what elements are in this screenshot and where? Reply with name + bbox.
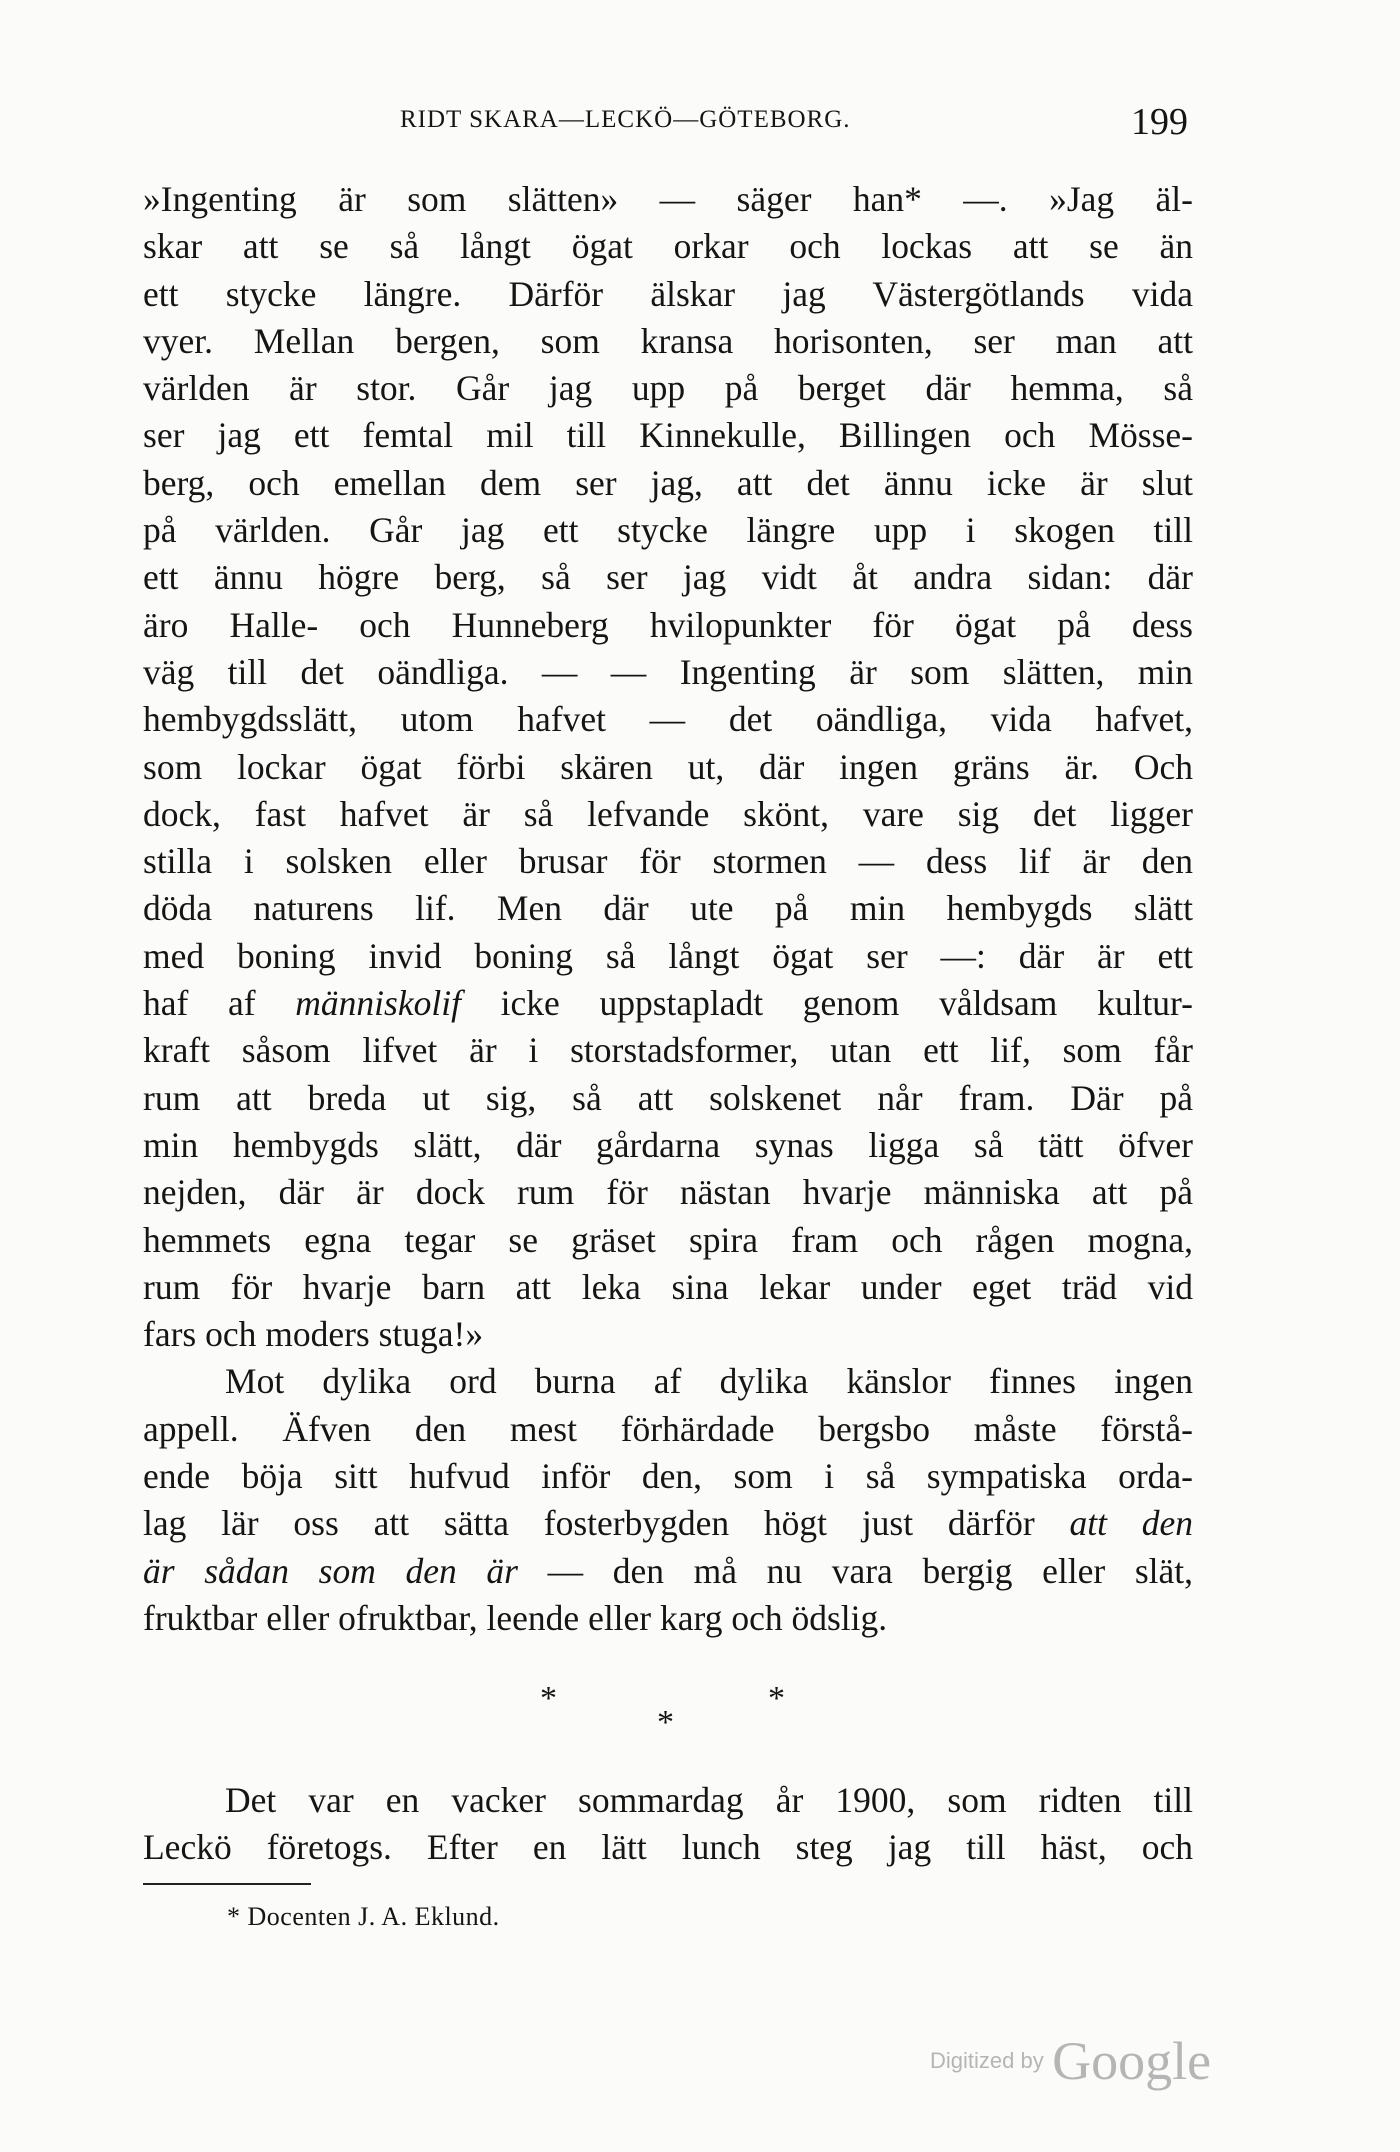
page-number: 199	[1131, 101, 1188, 143]
asterisk: *	[768, 1680, 785, 1717]
text-segment: icke uppstapladt genom våldsam kultur-	[460, 983, 1193, 1024]
footnote: * Docenten J. A. Eklund.	[227, 1902, 500, 1931]
text-line: vyer. Mellan bergen, som kransa horisonten, ser man att	[143, 320, 1193, 361]
text-line: med boning invid boning så långt ögat ser —: där är ett	[143, 935, 1193, 976]
text-line: kraft såsom lifvet är i storstadsformer, utan ett lif, som får	[143, 1030, 1193, 1071]
footnote-rule	[143, 1883, 311, 1885]
text-line: dock, fast hafvet är så lefvande skönt, vare sig det ligger	[143, 793, 1193, 834]
text-line: ser jag ett femtal mil till Kinnekulle, Billingen och Mösse-	[143, 415, 1193, 456]
digitization-watermark	[930, 2030, 1211, 2092]
asterisk: *	[540, 1680, 557, 1717]
google-logo: Google	[1052, 2031, 1212, 2091]
text-line: rum att breda ut sig, så att solskenet når fram. Där på	[143, 1077, 1193, 1118]
italic-term: människolif	[295, 983, 461, 1024]
italic-phrase: att den	[1069, 1503, 1193, 1544]
text-line: nejden, där är dock rum för nästan hvarje människa att på	[143, 1172, 1193, 1213]
text-line-mixed	[143, 980, 1193, 1027]
text-line: världen är stor. Går jag upp på berget där hemma, så	[143, 368, 1193, 409]
text-line: Det var en vacker sommardag år 1900, som ridten till	[225, 1780, 1193, 1820]
text-line: hembygdsslätt, utom hafvet — det oändliga, vida hafvet,	[143, 699, 1193, 740]
section-break-asterism	[530, 1680, 810, 1760]
watermark-prefix: Digitized by	[930, 2048, 1044, 2073]
text-line: äro Halle- och Hunneberg hvilopunkter för ögat på dess	[143, 604, 1193, 645]
body-text	[143, 176, 1193, 1642]
text-line: döda naturens lif. Men där ute på min hembygds slätt	[143, 888, 1193, 929]
text-line: berg, och emellan dem ser jag, att det ännu icke är slut	[143, 462, 1193, 503]
text-line: ende böja sitt hufvud inför den, som i så sympatiska orda-	[143, 1456, 1193, 1497]
text-segment: — den må nu vara bergig eller slät,	[517, 1550, 1193, 1591]
italic-phrase: är sådan som den är	[143, 1550, 518, 1591]
text-line-mixed	[143, 1548, 1193, 1595]
text-line: skar att se så långt ögat orkar och lockas att se än	[143, 226, 1193, 267]
text-line-mixed	[143, 1500, 1193, 1547]
text-line: väg till det oändliga. — — Ingenting är som slätten, min	[143, 651, 1193, 692]
next-section-text	[143, 1777, 1193, 1872]
text-line: Leckö företogs. Efter en lätt lunch steg jag till häst, och	[143, 1827, 1193, 1868]
text-line: som lockar ögat förbi skären ut, där ingen gräns är. Och	[143, 746, 1193, 787]
text-line: stilla i solsken eller brusar för stormen — dess lif är den	[143, 841, 1193, 882]
text-line: fruktbar eller ofruktbar, leende eller karg och ödslig.	[143, 1597, 888, 1638]
text-segment: lag lär oss att sätta fosterbygden högt just därför	[143, 1503, 1070, 1544]
asterisk: *	[657, 1704, 674, 1741]
running-title: RIDT SKARA—LECKÖ—GÖTEBORG.	[400, 106, 851, 133]
text-segment: haf af	[143, 983, 296, 1024]
text-line: fars och moders stuga!»	[143, 1314, 484, 1355]
text-line: på världen. Går jag ett stycke längre upp i skogen till	[143, 510, 1193, 551]
text-line: »Ingenting är som slätten» — säger han* —. »Jag äl-	[143, 179, 1193, 219]
text-line: hemmets egna tegar se gräset spira fram och rågen mogna,	[143, 1219, 1193, 1260]
text-line: min hembygds slätt, där gårdarna synas ligga så tätt öfver	[143, 1124, 1193, 1165]
text-line: rum för hvarje barn att leka sina lekar under eget träd vid	[143, 1266, 1193, 1307]
text-line: appell. Äfven den mest förhärdade bergsbo måste förstå-	[143, 1408, 1193, 1449]
text-line: Mot dylika ord burna af dylika känslor finnes ingen	[225, 1361, 1193, 1402]
text-line: ett stycke längre. Därför älskar jag Västergötlands vida	[143, 273, 1193, 314]
text-line: ett ännu högre berg, så ser jag vidt åt andra sidan: där	[143, 557, 1193, 598]
